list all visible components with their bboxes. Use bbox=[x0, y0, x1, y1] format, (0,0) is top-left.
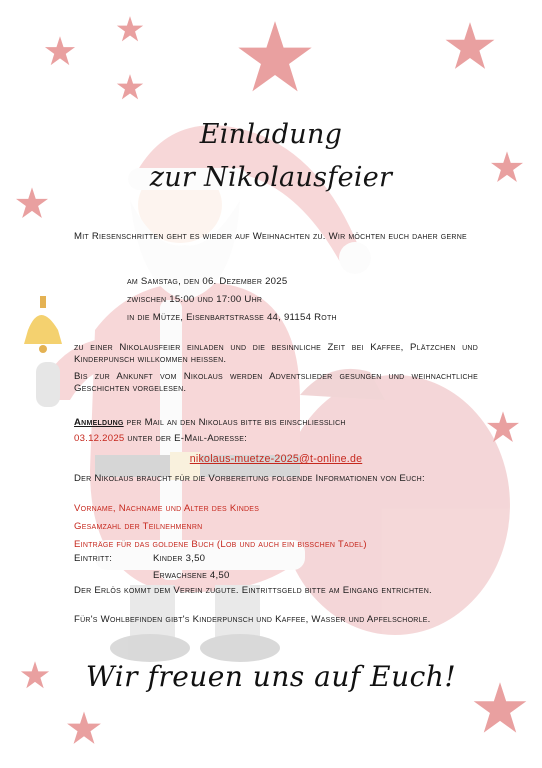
info-item: Vorname, Nachname und Alter des Kindes bbox=[74, 503, 260, 514]
info-intro: Der Nikolaus braucht für die Vorbereitung folgende Informationen von Euch: bbox=[74, 473, 425, 484]
page-title: Einladung bbox=[199, 119, 343, 150]
registration-text-2: unter der E-Mail-Adresse: bbox=[124, 433, 248, 444]
star-icon bbox=[444, 20, 496, 72]
body-paragraph-2: Bis zur Ankunft vom Nikolaus werden Adventslieder gesungen und weihnachtliche Geschichten vorgelesen. bbox=[74, 371, 478, 395]
registration-text: per Mail an den Nikolaus bitte bis einschliesslich bbox=[123, 417, 346, 428]
star-icon bbox=[236, 18, 314, 96]
star-icon bbox=[116, 15, 144, 43]
registration-deadline-line bbox=[74, 433, 478, 445]
registration-line bbox=[74, 417, 478, 429]
page-subtitle: zur Nikolausfeier bbox=[149, 162, 393, 193]
star-icon bbox=[44, 35, 76, 67]
star-icon bbox=[116, 73, 144, 101]
body-paragraph-1: zu einer Nikolausfeier einladen und die besinnliche Zeit bei Kaffee, Plätzchen und Kinderpunsch willkommen heissen. bbox=[74, 342, 478, 366]
fee-label: Eintritt: bbox=[74, 553, 113, 564]
email-line bbox=[74, 453, 478, 466]
info-item: Einträge für das goldene Buch (Lob und auch ein bisschen Tadel) bbox=[74, 539, 367, 550]
email-link[interactable]: nikolaus-muetze-2025@t-online.de bbox=[189, 453, 363, 465]
closing-text: Wir freuen uns auf Euch! bbox=[85, 660, 457, 693]
star-icon bbox=[66, 710, 102, 746]
donation-text: Der Erlös kommt dem Verein zugute. Eintrittsgeld bitte am Eingang entrichten. bbox=[74, 585, 432, 596]
event-place: in die Mütze, Eisenbartstrasse 44, 91154 Roth bbox=[127, 312, 337, 323]
star-icon bbox=[486, 410, 520, 444]
drinks-text: Für's Wohlbefinden gibt's Kinderpunsch und Kaffee, Wasser und Apfelschorle. bbox=[74, 614, 431, 625]
fee-kids: Kinder 3,50 bbox=[153, 553, 206, 564]
event-time: zwischen 15:00 und 17:00 Uhr bbox=[127, 294, 263, 305]
registration-label: Anmeldung bbox=[74, 417, 124, 428]
registration-deadline: 03.12.2025 bbox=[74, 433, 125, 444]
intro-text: Mit Riesenschritten geht es wieder auf Weihnachten zu. Wir möchten euch daher gerne bbox=[74, 231, 467, 242]
fee-adults: Erwachsene 4,50 bbox=[153, 570, 230, 581]
info-item: Gesamzahl der Teilnehmenrn bbox=[74, 521, 203, 532]
event-date: am Samstag, den 06. Dezember 2025 bbox=[127, 276, 288, 287]
